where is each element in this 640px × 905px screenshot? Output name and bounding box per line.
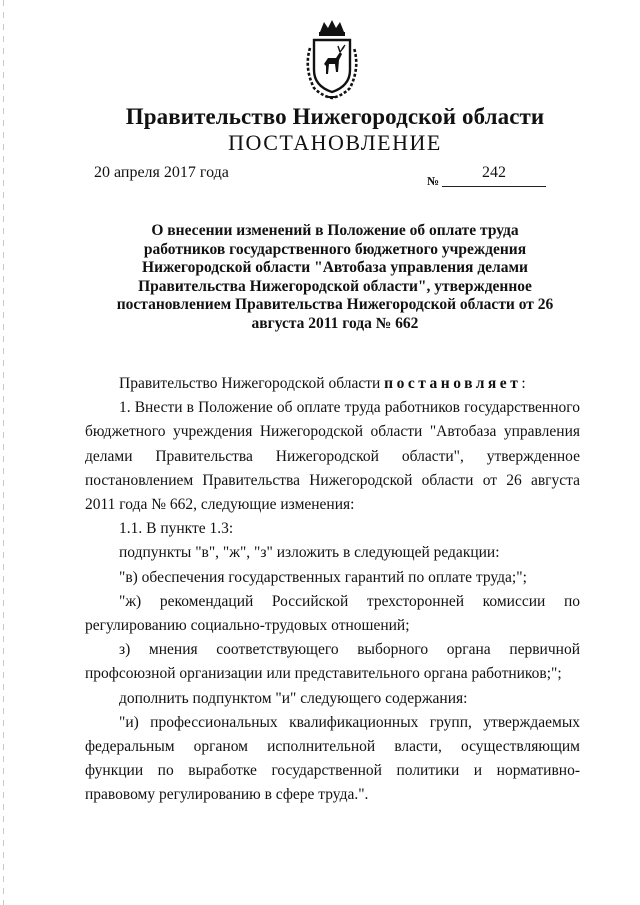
decree-body — [85, 372, 580, 808]
intro-verb: постановляет — [384, 375, 522, 392]
decree-heading: О внесении изменений в Положение об оплате труда работников государственного бюджетного учреждения Нижегородской области "Автобаза управления делами Правительства Нижегородской области", утвержденное постановлением Правительства Нижегородской области от 26 августа 2011 года № 662 — [116, 222, 554, 332]
paragraph-subitem-zh: "ж) рекомендаций Российской трехсторонней комиссии по регулированию социально-трудовых отношений; — [85, 592, 580, 635]
paragraph-subitem-1-1: 1.1. В пункте 1.3: — [119, 520, 234, 538]
paragraph-add-statement: дополнить подпунктом "и" следующего содержания: — [119, 689, 468, 707]
intro-tail: : — [521, 375, 526, 392]
document-type-title: ПОСТАНОВЛЕНИЕ — [228, 130, 442, 155]
paragraph-subitem-z: з) мнения соответствующего выборного органа первичной профсоюзной организации или представительного органа работников;"; — [85, 641, 580, 683]
paragraph-subitem-v: "в) обеспечения государственных гарантий по оплате труда;"; — [119, 568, 527, 586]
intro-text: Правительство Нижегородской области — [119, 375, 385, 392]
decree-date: 20 апреля 2017 года — [94, 164, 229, 181]
paragraph-subitems-statement: подпункты "в", "ж", "з" изложить в следующей редакции: — [119, 544, 500, 562]
number-label: № — [427, 174, 440, 188]
decree-number: 242 — [442, 164, 546, 187]
intro-paragraph — [85, 372, 580, 396]
paragraph-item-1: 1. Внести в Положение об оплате труда работников государственного бюджетного учреждения Нижегородской области "Автобаза управления делами Правительства Нижегородской области", утвержденное постановлением Правительства Нижегородской области от 26 августа 2011 года № 662, следующие изменения: — [85, 399, 580, 514]
government-title: Правительство Нижегородской области — [125, 104, 545, 129]
paragraph-subitem-i: "и) профессиональных квалификационных групп, утверждаемых федеральным органом исполнительной власти, осуществляющим функции по выработке государственной политики и нормативно-правовому регулированию в сфере труда.". — [85, 713, 580, 804]
coat-of-arms-icon — [300, 18, 364, 100]
